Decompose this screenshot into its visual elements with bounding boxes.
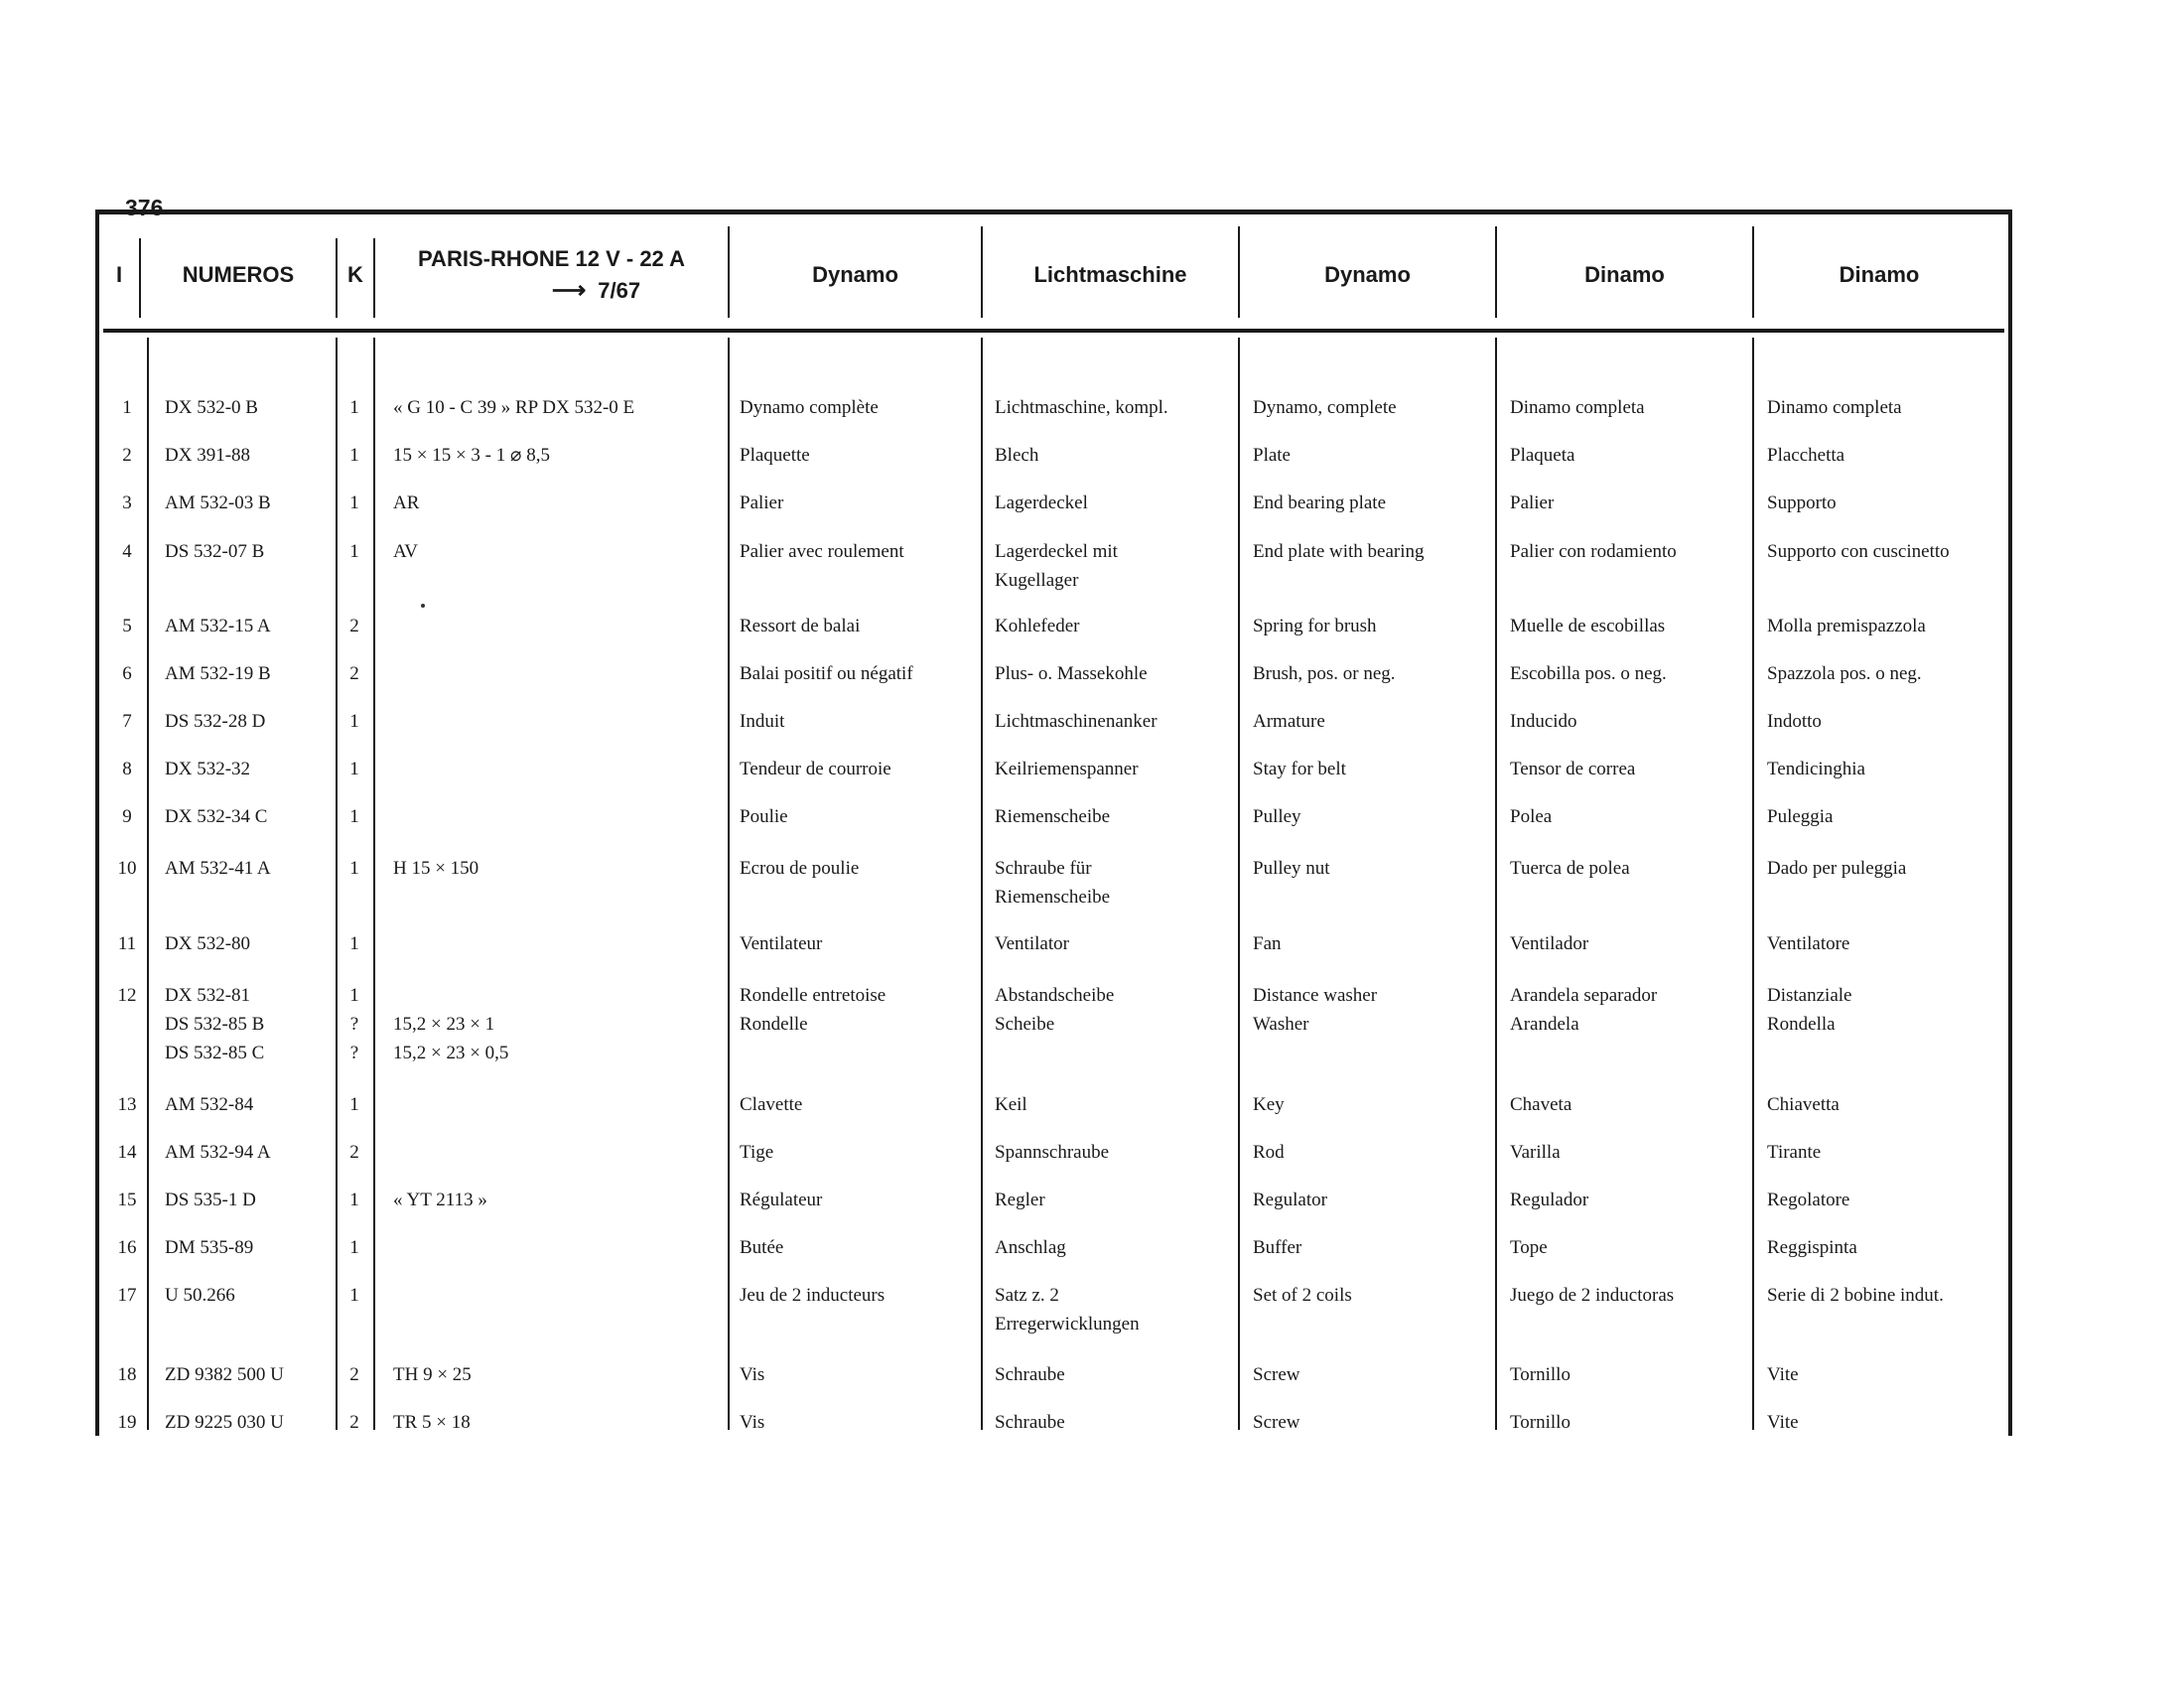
german-description: Lichtmaschinenanker <box>995 711 1158 732</box>
specification: AV <box>393 541 418 562</box>
english-description: Brush, pos. or neg. <box>1253 663 1396 684</box>
german-description: Satz z. 2 <box>995 1285 1059 1306</box>
specification: TH 9 × 25 <box>393 1364 472 1385</box>
english-description: Spring for brush <box>1253 616 1377 636</box>
row-index: 2 <box>122 445 132 466</box>
part-number: U 50.266 <box>165 1285 235 1306</box>
german-description: Keil <box>995 1094 1027 1115</box>
quantity: 1 <box>349 985 359 1006</box>
column-divider <box>981 338 983 1430</box>
spanish-description: Chaveta <box>1510 1094 1572 1115</box>
quantity: 1 <box>349 858 359 879</box>
specification: « YT 2113 » <box>393 1190 487 1210</box>
italian-description: Indotto <box>1767 711 1822 732</box>
specification: AR <box>393 492 420 513</box>
german-description: Plus- o. Massekohle <box>995 663 1148 684</box>
specification: 15,2 × 23 × 1 <box>393 1014 495 1035</box>
italian-description: Ventilatore <box>1767 933 1850 954</box>
part-number: DS 532-85 B <box>165 1014 265 1035</box>
quantity: 1 <box>349 711 359 732</box>
english-description: Screw <box>1253 1364 1300 1385</box>
english-description: Dynamo, complete <box>1253 397 1397 418</box>
quantity: 1 <box>349 445 359 466</box>
german-description: Lagerdeckel <box>995 492 1088 513</box>
header-model-date: 7/67 <box>598 278 641 303</box>
english-description: Pulley nut <box>1253 858 1330 879</box>
french-description: Ventilateur <box>740 933 823 954</box>
column-divider <box>1238 338 1240 1430</box>
italian-description: Reggispinta <box>1767 1237 1857 1258</box>
french-description: Palier <box>740 492 784 513</box>
french-description: Balai positif ou négatif <box>740 663 913 684</box>
french-description: Butée <box>740 1237 784 1258</box>
spanish-description: Polea <box>1510 806 1553 827</box>
english-description: Rod <box>1253 1142 1285 1163</box>
header-model-name: PARIS-RHONE 12 V - 22 A <box>418 246 685 271</box>
german-description: Blech <box>995 445 1039 466</box>
row-index: 10 <box>117 858 137 879</box>
german-description: Schraube <box>995 1412 1065 1433</box>
german-description: Lagerdeckel mit <box>995 541 1118 562</box>
quantity: 1 <box>349 1190 359 1210</box>
english-description: Buffer <box>1253 1237 1302 1258</box>
italian-description: Tendicinghia <box>1767 759 1865 779</box>
french-description: Dynamo complète <box>740 397 879 418</box>
spanish-description: Arandela separador <box>1510 985 1658 1006</box>
part-number: AM 532-19 B <box>165 663 271 684</box>
french-description: Clavette <box>740 1094 803 1115</box>
row-index: 12 <box>117 985 137 1006</box>
french-description: Régulateur <box>740 1190 823 1210</box>
italian-description: Puleggia <box>1767 806 1834 827</box>
english-description: Fan <box>1253 933 1282 954</box>
english-description: Pulley <box>1253 806 1301 827</box>
row-index: 11 <box>117 933 137 954</box>
header-index: I <box>115 262 123 287</box>
row-index: 14 <box>117 1142 137 1163</box>
column-divider <box>728 338 730 1430</box>
french-description: Ressort de balai <box>740 616 861 636</box>
spanish-description: Ventilador <box>1510 933 1589 954</box>
english-description: End plate with bearing <box>1253 541 1425 562</box>
header-model-date-line <box>463 275 640 307</box>
german-description: Lichtmaschine, kompl. <box>995 397 1168 418</box>
german-description: Spannschraube <box>995 1142 1110 1163</box>
french-description: Rondelle <box>740 1014 808 1035</box>
english-description: Distance washer <box>1253 985 1378 1006</box>
column-divider <box>1495 338 1497 1430</box>
row-index: 15 <box>117 1190 137 1210</box>
quantity: 1 <box>349 397 359 418</box>
italian-description: Chiavetta <box>1767 1094 1840 1115</box>
row-index: 5 <box>122 616 132 636</box>
row-index: 7 <box>122 711 132 732</box>
italian-description: Distanziale <box>1767 985 1852 1006</box>
italian-description: Dinamo completa <box>1767 397 1902 418</box>
german-description: Riemenscheibe <box>995 806 1111 827</box>
quantity: 1 <box>349 933 359 954</box>
german-description: Schraube für <box>995 858 1092 879</box>
english-description: Washer <box>1253 1014 1309 1035</box>
english-description: Plate <box>1253 445 1291 466</box>
quantity: 2 <box>349 663 359 684</box>
italian-description: Rondella <box>1767 1014 1836 1035</box>
german-description: Schraube <box>995 1364 1065 1385</box>
german-description: Ventilator <box>995 933 1069 954</box>
row-index: 8 <box>122 759 132 779</box>
specification: 15,2 × 23 × 0,5 <box>393 1043 509 1063</box>
french-description: Jeu de 2 inducteurs <box>740 1285 886 1306</box>
quantity: 2 <box>349 1364 359 1385</box>
spanish-description: Palier <box>1510 492 1555 513</box>
header-spanish: Dinamo <box>1584 262 1665 287</box>
italian-description: Dado per puleggia <box>1767 858 1907 879</box>
french-description: Palier avec roulement <box>740 541 904 562</box>
header-model <box>375 230 728 320</box>
column-divider <box>373 338 375 1430</box>
quantity: 1 <box>349 759 359 779</box>
german-description: Anschlag <box>995 1237 1066 1258</box>
header-italian: Dinamo <box>1839 262 1920 287</box>
part-number: AM 532-94 A <box>165 1142 271 1163</box>
italian-description: Spazzola pos. o neg. <box>1767 663 1922 684</box>
header-rule <box>103 329 2004 333</box>
english-description: End bearing plate <box>1253 492 1387 513</box>
specification: TR 5 × 18 <box>393 1412 471 1433</box>
row-index: 16 <box>117 1237 137 1258</box>
spanish-description: Tuerca de polea <box>1510 858 1630 879</box>
italian-description: Vite <box>1767 1412 1799 1433</box>
italian-description: Supporto con cuscinetto <box>1767 541 1950 562</box>
italian-description: Molla premispazzola <box>1767 616 1926 636</box>
row-index: 6 <box>122 663 132 684</box>
column-divider <box>1752 338 1754 1430</box>
german-description: Kohlefeder <box>995 616 1080 636</box>
french-description: Tendeur de courroie <box>740 759 891 779</box>
italian-description: Vite <box>1767 1364 1799 1385</box>
specification: 15 × 15 × 3 - 1 ⌀ 8,5 <box>393 445 550 466</box>
english-description: Screw <box>1253 1412 1300 1433</box>
spanish-description: Tornillo <box>1510 1412 1570 1433</box>
page-number: 376 <box>125 195 164 220</box>
spanish-description: Varilla <box>1510 1142 1561 1163</box>
row-index: 1 <box>122 397 132 418</box>
quantity: 2 <box>349 1412 359 1433</box>
spanish-description: Arandela <box>1510 1014 1579 1035</box>
english-description: Regulator <box>1253 1190 1327 1210</box>
french-description: Tige <box>740 1142 774 1163</box>
header-german: Lichtmaschine <box>1033 262 1187 287</box>
german-description: Riemenscheibe <box>995 887 1111 908</box>
quantity: 2 <box>349 616 359 636</box>
spanish-description: Inducido <box>1510 711 1577 732</box>
french-description: Plaquette <box>740 445 810 466</box>
part-number: DM 535-89 <box>165 1237 254 1258</box>
french-description: Ecrou de poulie <box>740 858 860 879</box>
german-description: Kugellager <box>995 570 1079 591</box>
quantity: ? <box>349 1014 359 1035</box>
part-number: DX 532-34 C <box>165 806 268 827</box>
part-number: DX 391-88 <box>165 445 251 466</box>
italian-description: Supporto <box>1767 492 1837 513</box>
header-k: K <box>347 262 363 287</box>
spanish-description: Tornillo <box>1510 1364 1570 1385</box>
part-number: DX 532-32 <box>165 759 251 779</box>
row-index: 18 <box>117 1364 137 1385</box>
spanish-description: Tensor de correa <box>1510 759 1636 779</box>
german-description: Regler <box>995 1190 1045 1210</box>
spanish-description: Regulador <box>1510 1190 1589 1210</box>
german-description: Abstandscheibe <box>995 985 1115 1006</box>
row-index: 4 <box>122 541 132 562</box>
arrow-right-icon: ⟶ <box>551 277 587 304</box>
italian-description: Regolatore <box>1767 1190 1850 1210</box>
german-description: Scheibe <box>995 1014 1055 1035</box>
spanish-description: Palier con rodamiento <box>1510 541 1677 562</box>
part-number: ZD 9225 030 U <box>165 1412 284 1433</box>
part-number: ZD 9382 500 U <box>165 1364 284 1385</box>
italian-description: Placchetta <box>1767 445 1845 466</box>
specification: « G 10 - C 39 » RP DX 532-0 E <box>393 397 635 418</box>
german-description: Keilriemenspanner <box>995 759 1139 779</box>
quantity: 1 <box>349 492 359 513</box>
header-numbers: NUMEROS <box>182 262 295 287</box>
part-number: DS 535-1 D <box>165 1190 256 1210</box>
quantity: 1 <box>349 1237 359 1258</box>
part-number: DX 532-0 B <box>165 397 258 418</box>
row-index: 19 <box>117 1412 137 1433</box>
header-french: Dynamo <box>812 262 898 287</box>
italian-description: Tirante <box>1767 1142 1822 1163</box>
row-index: 13 <box>117 1094 137 1115</box>
header-english: Dynamo <box>1324 262 1411 287</box>
part-number: DX 532-81 <box>165 985 251 1006</box>
part-number: AM 532-03 B <box>165 492 271 513</box>
english-description: Armature <box>1253 711 1325 732</box>
part-number: DS 532-28 D <box>165 711 266 732</box>
spanish-description: Dinamo completa <box>1510 397 1645 418</box>
row-index: 17 <box>117 1285 137 1306</box>
spanish-description: Muelle de escobillas <box>1510 616 1666 636</box>
part-number: AM 532-84 <box>165 1094 254 1115</box>
french-description: Induit <box>740 711 785 732</box>
french-description: Poulie <box>740 806 788 827</box>
row-index: 9 <box>122 806 132 827</box>
spanish-description: Escobilla pos. o neg. <box>1510 663 1667 684</box>
quantity: 1 <box>349 541 359 562</box>
part-number: DS 532-07 B <box>165 541 265 562</box>
french-description: Rondelle entretoise <box>740 985 887 1006</box>
spanish-description: Tope <box>1510 1237 1548 1258</box>
row-index: 3 <box>122 492 132 513</box>
quantity: 1 <box>349 806 359 827</box>
specification: H 15 × 150 <box>393 858 479 879</box>
stray-mark <box>421 604 425 608</box>
italian-description: Serie di 2 bobine indut. <box>1767 1285 1944 1306</box>
quantity: ? <box>349 1043 359 1063</box>
french-description: Vis <box>740 1364 765 1385</box>
quantity: 2 <box>349 1142 359 1163</box>
german-description: Erregerwicklungen <box>995 1314 1140 1335</box>
part-number: DX 532-80 <box>165 933 251 954</box>
french-description: Vis <box>740 1412 765 1433</box>
spanish-description: Juego de 2 inductoras <box>1510 1285 1675 1306</box>
spanish-description: Plaqueta <box>1510 445 1575 466</box>
part-number: DS 532-85 C <box>165 1043 265 1063</box>
quantity: 1 <box>349 1285 359 1306</box>
english-description: Key <box>1253 1094 1285 1115</box>
column-divider <box>336 338 338 1430</box>
part-number: AM 532-15 A <box>165 616 271 636</box>
quantity: 1 <box>349 1094 359 1115</box>
part-number: AM 532-41 A <box>165 858 271 879</box>
english-description: Set of 2 coils <box>1253 1285 1352 1306</box>
english-description: Stay for belt <box>1253 759 1346 779</box>
